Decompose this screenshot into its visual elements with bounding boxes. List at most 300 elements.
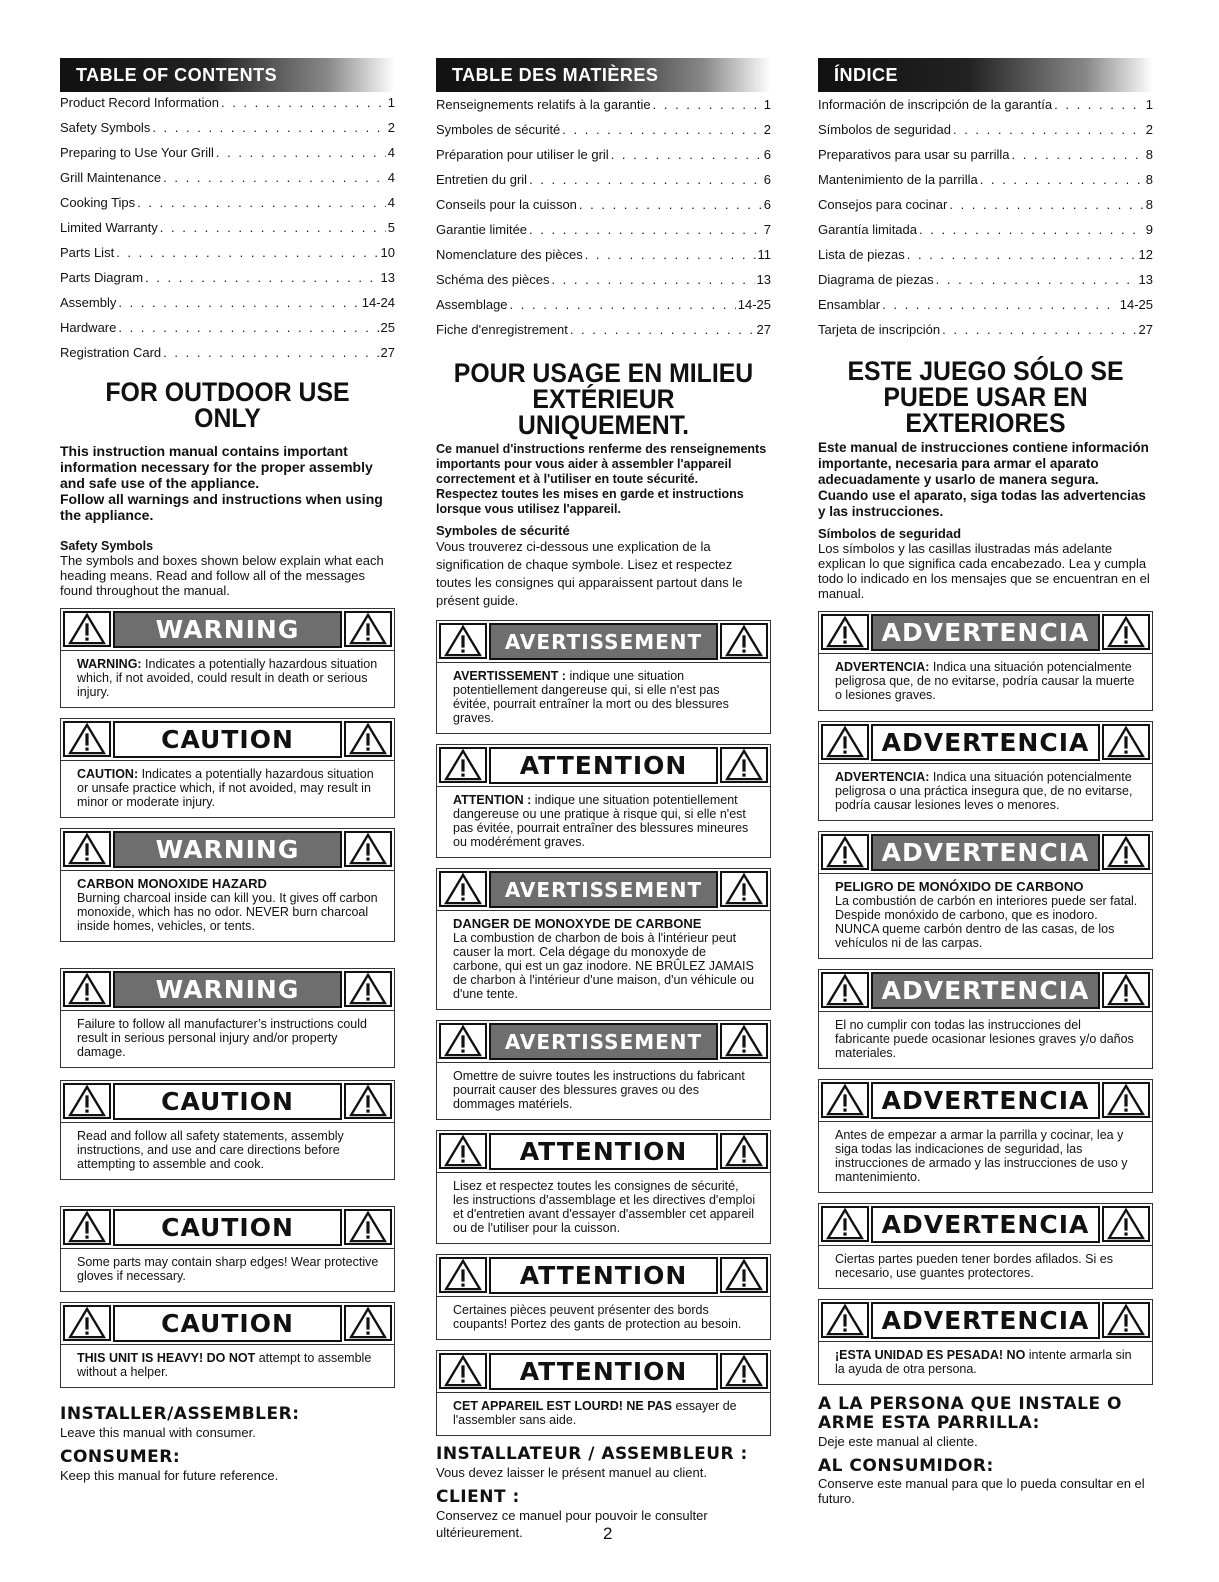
signal-word: ATTENTION <box>489 1257 718 1294</box>
toc-entry <box>818 117 1153 142</box>
toc-page: 14-24 <box>361 295 395 310</box>
safety-message-box <box>818 1079 1153 1193</box>
safety-message-body <box>819 1122 1152 1192</box>
column-english <box>60 58 395 1490</box>
toc-label: Ensamblar <box>818 297 881 312</box>
lead-text: CET APPAREIL EST LOURD! NE PAS <box>453 1399 673 1413</box>
safety-message-body <box>819 1246 1152 1288</box>
toc-page: 27 <box>380 345 395 360</box>
toc-leader-dots <box>152 115 385 140</box>
signal-banner <box>819 1080 1152 1122</box>
warning-triangle-icon <box>63 1305 111 1341</box>
lead-text: WARNING: <box>77 657 142 671</box>
message-text: La combustión de carbón en interiores puede ser fatal. Despide monóxido de carbono, que es inodoro. NUNCA queme carbón dentro de las casas, de los vehículos ni de las carpas. <box>835 894 1138 950</box>
warning-triangle-icon <box>1102 1302 1150 1338</box>
signal-word: WARNING <box>113 971 342 1008</box>
toc-page: 2 <box>387 120 395 135</box>
toc-entry <box>60 240 395 265</box>
signal-banner <box>819 1300 1152 1342</box>
message-text: intente armarla sin la ayuda de otra persona. <box>835 1348 1132 1376</box>
toc-label: Símbolos de seguridad <box>818 122 951 137</box>
safety-message-body <box>819 654 1152 710</box>
toc-entry <box>818 92 1153 117</box>
message-text: Some parts may contain sharp edges! Wear protective gloves if necessary. <box>77 1255 379 1283</box>
toc-page: 27 <box>756 322 771 337</box>
safety-message-body <box>61 761 394 817</box>
signal-word: ATTENTION <box>489 1133 718 1170</box>
signal-banner <box>437 869 770 911</box>
toc-page: 9 <box>1145 222 1153 237</box>
signal-word: AVERTISSEMENT <box>489 623 718 660</box>
toc-leader-dots <box>953 117 1144 142</box>
safety-message-box <box>60 608 395 708</box>
warning-triangle-icon <box>720 1133 768 1169</box>
warning-triangle-icon <box>439 1353 487 1389</box>
message-text: Ciertas partes pueden tener bordes afilados. Si es necesario, use guantes protectores. <box>835 1252 1113 1280</box>
message-text: Indicates a potentially hazardous situation which, if not avoided, could result in death or serious injury. <box>77 657 378 699</box>
toc-page: 4 <box>387 145 395 160</box>
toc-entry <box>818 217 1153 242</box>
safety-message-body <box>61 1345 394 1387</box>
toc-label: Cooking Tips <box>60 195 136 210</box>
signal-banner <box>437 1131 770 1173</box>
safety-message-box <box>818 831 1153 959</box>
toc-entry <box>818 267 1153 292</box>
warning-triangle-icon <box>63 611 111 647</box>
signal-banner <box>437 1351 770 1393</box>
consumer-heading: CONSUMER: <box>60 1447 181 1467</box>
hazard-subheading: PELIGRO DE MONÓXIDO DE CARBONO <box>835 879 1084 894</box>
warning-triangle-icon <box>344 611 392 647</box>
message-text: indique une situation potentiellement dangereuse ou une pratique à risque qui, si elle n'est pas évitée, pourrait entraîner des blessures mineures ou modérément graves. <box>453 793 749 849</box>
toc-page: 8 <box>1145 172 1153 187</box>
toc-list <box>60 90 395 365</box>
intro-text: Ce manuel d'instructions renferme des renseignements importants pour vous aider à assembler l'appareil correctement et à l'utiliser en toute sécurité. <box>436 442 767 486</box>
signal-banner <box>61 719 394 761</box>
lead-text: ADVERTENCIA: <box>835 770 930 784</box>
toc-entry <box>60 165 395 190</box>
toc-entry <box>436 117 771 142</box>
toc-leader-dots <box>216 140 386 165</box>
message-text: Indica una situación potencialmente peligrosa que, de no evitarse, podría causar la muerte o lesiones graves. <box>835 660 1135 702</box>
toc-entry <box>818 242 1153 267</box>
toc-page: 8 <box>1145 147 1153 162</box>
toc-leader-dots <box>942 317 1136 342</box>
warning-triangle-icon <box>344 831 392 867</box>
lead-text: ADVERTENCIA: <box>835 660 930 674</box>
safety-message-body <box>437 663 770 733</box>
toc-page: 10 <box>380 245 395 260</box>
toc-entry <box>436 267 771 292</box>
toc-entry <box>60 140 395 165</box>
toc-entry <box>436 292 771 317</box>
warning-triangle-icon <box>1102 834 1150 870</box>
toc-entry <box>818 317 1153 342</box>
toc-leader-dots <box>882 292 1118 317</box>
signal-banner <box>437 621 770 663</box>
safety-message-box <box>436 1130 771 1244</box>
toc-page: 2 <box>1145 122 1153 137</box>
signal-word: ADVERTENCIA <box>871 1206 1100 1243</box>
signal-banner <box>819 970 1152 1012</box>
safety-message-box <box>818 611 1153 711</box>
toc-page: 1 <box>763 97 771 112</box>
toc-label: Symboles de sécurité <box>436 122 561 137</box>
toc-leader-dots <box>116 240 378 265</box>
safety-message-body <box>437 911 770 1009</box>
toc-label: Diagrama de piezas <box>818 272 934 287</box>
message-text: Lisez et respectez toutes les consignes de sécurité, les instructions d'assemblage et les directives d'emploi et d'entretien avant d'essayer d'assembler cet appareil ou de l'utiliser pour la cuisson. <box>453 1179 756 1235</box>
signal-word: ADVERTENCIA <box>871 1082 1100 1119</box>
signal-word: ADVERTENCIA <box>871 614 1100 651</box>
safety-message-box <box>818 1299 1153 1385</box>
safety-message-box <box>436 1350 771 1436</box>
warning-triangle-icon <box>1102 724 1150 760</box>
toc-label: Entretien du gril <box>436 172 528 187</box>
toc-entry <box>818 142 1153 167</box>
safety-boxes <box>818 611 1153 1385</box>
consumer-heading: AL CONSUMIDOR: <box>818 1456 994 1476</box>
safety-message-body <box>437 1297 770 1339</box>
toc-page: 4 <box>387 170 395 185</box>
toc-page: 6 <box>763 147 771 162</box>
signal-banner <box>819 722 1152 764</box>
toc-label: Schéma des pièces <box>436 272 550 287</box>
toc-header: ÍNDICE <box>818 58 1153 92</box>
warning-triangle-icon <box>720 747 768 783</box>
safety-symbols-heading: Safety Symbols <box>60 539 154 553</box>
toc-label: Garantie limitée <box>436 222 528 237</box>
signal-word: ADVERTENCIA <box>871 834 1100 871</box>
warning-triangle-icon <box>821 614 869 650</box>
warning-triangle-icon <box>63 1083 111 1119</box>
lead-text: AVERTISSEMENT : <box>453 669 566 683</box>
toc-label: Préparation pour utiliser le gril <box>436 147 609 162</box>
warning-triangle-icon <box>1102 1206 1150 1242</box>
warning-triangle-icon <box>439 747 487 783</box>
safety-message-box <box>436 620 771 734</box>
toc-list <box>436 92 771 342</box>
message-text: Indicates a potentially hazardous situation or unsafe practice which, if not avoided, may result in minor or moderate injury. <box>77 767 374 809</box>
toc-page: 6 <box>763 197 771 212</box>
warning-triangle-icon <box>344 1305 392 1341</box>
toc-page: 1 <box>1145 97 1153 112</box>
toc-label: Safety Symbols <box>60 120 151 135</box>
safety-message-body <box>437 787 770 857</box>
toc-leader-dots <box>163 340 378 365</box>
toc-page: 13 <box>1138 272 1153 287</box>
toc-leader-dots <box>529 217 762 242</box>
toc-leader-dots <box>585 242 756 267</box>
signal-word: ADVERTENCIA <box>871 724 1100 761</box>
safety-boxes <box>60 608 395 1388</box>
message-text: essayer de l'assembler sans aide. <box>453 1399 737 1427</box>
toc-label: Información de inscripción de la garantía <box>818 97 1053 112</box>
signal-word: ATTENTION <box>489 1353 718 1390</box>
outdoor-title: FOR OUTDOOR USE ONLY <box>105 377 350 433</box>
toc-label: Fiche d'enregistrement <box>436 322 568 337</box>
toc-entry <box>60 290 395 315</box>
toc-entry <box>818 192 1153 217</box>
intro-text: Este manual de instrucciones contiene información importante, necesaria para armar el aparato adecuadamente y usarlo de manera segura. <box>818 440 1149 487</box>
toc-leader-dots <box>118 290 359 315</box>
toc-page: 13 <box>756 272 771 287</box>
warning-triangle-icon <box>720 871 768 907</box>
signal-word: CAUTION <box>113 1083 342 1120</box>
signal-banner <box>61 1303 394 1345</box>
toc-leader-dots <box>510 292 736 317</box>
warning-triangle-icon <box>821 1206 869 1242</box>
toc-page: 11 <box>757 247 771 262</box>
safety-message-box <box>60 1206 395 1292</box>
toc-entry <box>436 92 771 117</box>
signal-word: CAUTION <box>113 721 342 758</box>
toc-leader-dots <box>570 317 755 342</box>
safety-message-body <box>61 871 394 941</box>
toc-label: Preparativos para usar su parrilla <box>818 147 1010 162</box>
signal-word: AVERTISSEMENT <box>489 871 718 908</box>
toc-leader-dots <box>562 117 761 142</box>
toc-label: Registration Card <box>60 345 162 360</box>
toc-entry <box>436 317 771 342</box>
warning-triangle-icon <box>344 1083 392 1119</box>
installer-heading: INSTALLATEUR / ASSEMBLEUR : <box>436 1444 748 1464</box>
safety-symbols-heading: Symboles de sécurité <box>436 523 570 538</box>
hazard-subheading: CARBON MONOXIDE HAZARD <box>77 876 267 891</box>
intro-text-2: Follow all warnings and instructions when using the appliance. <box>60 491 383 523</box>
safety-message-body <box>61 1123 394 1179</box>
intro-text-2: Respectez toutes les mises en garde et instructions lorsque vous utilisez l'appareil. <box>436 487 744 516</box>
toc-label: Renseignements relatifs à la garantie <box>436 97 651 112</box>
signal-word: AVERTISSEMENT <box>489 1023 718 1060</box>
lead-text: THIS UNIT IS HEAVY! DO NOT <box>77 1351 256 1365</box>
safety-message-box <box>818 969 1153 1069</box>
toc-page: 1 <box>387 95 395 110</box>
toc-label: Garantía limitada <box>818 222 917 237</box>
safety-symbols-text: The symbols and boxes shown below explain what each heading means. Read and follow all of the messages found throughout the manual. <box>60 553 384 598</box>
installer-text: Deje este manual al cliente. <box>818 1434 978 1449</box>
page-number: 2 <box>603 1524 613 1543</box>
consumer-heading: CLIENT : <box>436 1487 520 1507</box>
signal-word: WARNING <box>113 831 342 868</box>
toc-label: Product Record Information <box>60 95 219 110</box>
toc-entry <box>436 217 771 242</box>
message-text: El no cumplir con todas las instrucciones del fabricante puede ocasionar lesiones graves y/o daños materiales. <box>835 1018 1134 1060</box>
outdoor-title: ESTE JUEGO SÓLO SE PUEDE USAR EN EXTERIORES <box>847 356 1124 438</box>
warning-triangle-icon <box>720 623 768 659</box>
warning-triangle-icon <box>1102 1082 1150 1118</box>
safety-message-box <box>818 721 1153 821</box>
signal-banner <box>437 745 770 787</box>
message-text: Omettre de suivre toutes les instructions du fabricant pourrait causer des blessures graves ou des dommages matériels. <box>453 1069 745 1111</box>
signal-word: CAUTION <box>113 1305 342 1342</box>
safety-message-box <box>60 828 395 942</box>
warning-triangle-icon <box>344 1209 392 1245</box>
toc-leader-dots <box>551 267 754 292</box>
toc-leader-dots <box>118 315 378 340</box>
signal-banner <box>819 1204 1152 1246</box>
toc-label: Assemblage <box>436 297 508 312</box>
toc-leader-dots <box>529 167 762 192</box>
toc-header: TABLE OF CONTENTS <box>60 58 395 92</box>
toc-leader-dots <box>980 167 1144 192</box>
toc-page: 7 <box>763 222 771 237</box>
signal-word: WARNING <box>113 611 342 648</box>
signal-word: CAUTION <box>113 1209 342 1246</box>
signal-banner <box>437 1021 770 1063</box>
safety-message-body <box>819 874 1152 958</box>
toc-page: 5 <box>387 220 395 235</box>
lead-text: CAUTION: <box>77 767 139 781</box>
signal-word: ADVERTENCIA <box>871 972 1100 1009</box>
toc-leader-dots <box>579 192 762 217</box>
toc-leader-dots <box>611 142 762 167</box>
toc-entry <box>60 115 395 140</box>
toc-entry <box>60 265 395 290</box>
warning-triangle-icon <box>439 623 487 659</box>
safety-message-body <box>61 1011 394 1067</box>
intro-text: This instruction manual contains important information necessary for the proper assembly and safe use of the appliance. <box>60 443 373 491</box>
toc-leader-dots <box>1011 142 1143 167</box>
toc-entry <box>60 340 395 365</box>
toc-page: 13 <box>380 270 395 285</box>
message-text: Indica una situación potencialmente peligrosa o una práctica insegura que, de no evitarse, podría causar lesiones leves o menores. <box>835 770 1133 812</box>
toc-entry <box>818 167 1153 192</box>
safety-symbols-heading: Símbolos de seguridad <box>818 526 962 541</box>
toc-label: Mantenimiento de la parrilla <box>818 172 978 187</box>
toc-label: Nomenclature des pièces <box>436 247 583 262</box>
toc-entry <box>60 90 395 115</box>
warning-triangle-icon <box>720 1023 768 1059</box>
safety-message-body <box>437 1173 770 1243</box>
toc-leader-dots <box>137 190 386 215</box>
lead-text: ATTENTION : <box>453 793 532 807</box>
toc-leader-dots <box>160 215 386 240</box>
consumer-text: Conservez ce manuel pour pouvoir le consulter ultérieurement. <box>436 1508 708 1540</box>
safety-message-box <box>60 968 395 1068</box>
installer-text: Vous devez laisser le présent manuel au client. <box>436 1465 707 1480</box>
installer-heading: INSTALLER/ASSEMBLER: <box>60 1404 300 1424</box>
warning-triangle-icon <box>821 1082 869 1118</box>
toc-label: Hardware <box>60 320 117 335</box>
signal-banner <box>61 829 394 871</box>
message-text: Burning charcoal inside can kill you. It gives off carbon monoxide, which has no odor. NEVER burn charcoal inside homes, vehicles, or tents. <box>77 891 378 933</box>
safety-message-box <box>60 718 395 818</box>
toc-label: Lista de piezas <box>818 247 905 262</box>
message-text: Failure to follow all manufacturer’s instructions could result in serious personal injury and/or property damage. <box>77 1017 367 1059</box>
warning-triangle-icon <box>1102 614 1150 650</box>
toc-page: 27 <box>1138 322 1153 337</box>
toc-label: Limited Warranty <box>60 220 158 235</box>
message-text: indique une situation potentiellement dangereuse qui, si elle n'est pas évitée, pourrait entraîner la mort ou des blessures graves. <box>453 669 729 725</box>
warning-triangle-icon <box>439 1257 487 1293</box>
lead-text: ¡ESTA UNIDAD ES PESADA! NO <box>835 1348 1026 1362</box>
message-text: attempt to assemble without a helper. <box>77 1351 372 1379</box>
safety-message-body <box>437 1393 770 1435</box>
signal-banner <box>61 609 394 651</box>
signal-word: ATTENTION <box>489 747 718 784</box>
installer-text: Leave this manual with consumer. <box>60 1425 256 1440</box>
safety-message-body <box>819 1342 1152 1384</box>
safety-boxes <box>436 620 771 1436</box>
toc-leader-dots <box>221 90 386 115</box>
safety-message-body <box>819 1012 1152 1068</box>
warning-triangle-icon <box>344 971 392 1007</box>
signal-banner <box>61 1207 394 1249</box>
toc-leader-dots <box>1054 92 1144 117</box>
intro-text-2: Cuando use el aparato, siga todas las advertencias y las instrucciones. <box>818 488 1146 519</box>
message-text: Antes de empezar a armar la parrilla y cocinar, lea y siga todas las indicaciones de seguridad, las instrucciones de armado y las instrucciones de uso y mantenimiento. <box>835 1128 1128 1184</box>
safety-message-box <box>818 1203 1153 1289</box>
hazard-subheading: DANGER DE MONOXYDE DE CARBONE <box>453 916 702 931</box>
warning-triangle-icon <box>821 834 869 870</box>
warning-triangle-icon <box>63 831 111 867</box>
consumer-text: Conserve este manual para que lo pueda consultar en el futuro. <box>818 1476 1145 1506</box>
toc-entry <box>60 315 395 340</box>
safety-message-box <box>436 868 771 1010</box>
toc-leader-dots <box>919 217 1144 242</box>
toc-entry <box>436 167 771 192</box>
toc-label: Preparing to Use Your Grill <box>60 145 214 160</box>
toc-label: Grill Maintenance <box>60 170 162 185</box>
warning-triangle-icon <box>1102 972 1150 1008</box>
toc-entry <box>60 190 395 215</box>
toc-page: 12 <box>1138 247 1153 262</box>
warning-triangle-icon <box>344 721 392 757</box>
toc-entry <box>818 292 1153 317</box>
warning-triangle-icon <box>63 971 111 1007</box>
safety-message-box <box>436 1020 771 1120</box>
safety-symbols-text: Los símbolos y las casillas ilustradas más adelante explican lo que significa cada encabezado. Lea y cumpla todo lo indicado en los mensajes que se encuentran en el manual. <box>818 541 1150 601</box>
toc-label: Parts List <box>60 245 115 260</box>
warning-triangle-icon <box>821 724 869 760</box>
installer-heading: A LA PERSONA QUE INSTALE O ARME ESTA PARRILLA: <box>818 1394 1122 1433</box>
toc-list <box>818 92 1153 342</box>
safety-message-body <box>61 1249 394 1291</box>
consumer-text: Keep this manual for future reference. <box>60 1468 279 1483</box>
toc-entry <box>60 215 395 240</box>
safety-message-box <box>436 1254 771 1340</box>
warning-triangle-icon <box>439 871 487 907</box>
warning-triangle-icon <box>821 972 869 1008</box>
message-text: Certaines pièces peuvent présenter des bords coupants! Portez des gants de protection au besoin. <box>453 1303 742 1331</box>
warning-triangle-icon <box>63 1209 111 1245</box>
warning-triangle-icon <box>821 1302 869 1338</box>
toc-page: 6 <box>763 172 771 187</box>
signal-banner <box>61 969 394 1011</box>
safety-message-body <box>437 1063 770 1119</box>
toc-label: Tarjeta de inscripción <box>818 322 941 337</box>
safety-message-box <box>436 744 771 858</box>
toc-leader-dots <box>145 265 378 290</box>
outdoor-title: POUR USAGE EN MILIEU EXTÉRIEUR UNIQUEMENT. <box>453 358 754 440</box>
toc-entry <box>436 142 771 167</box>
toc-leader-dots <box>163 165 386 190</box>
toc-page: 2 <box>763 122 771 137</box>
toc-label: Conseils pour la cuisson <box>436 197 577 212</box>
warning-triangle-icon <box>63 721 111 757</box>
column-french <box>436 58 771 1547</box>
safety-message-box <box>60 1302 395 1388</box>
signal-banner <box>61 1081 394 1123</box>
signal-banner <box>819 612 1152 654</box>
toc-leader-dots <box>907 242 1137 267</box>
toc-label: Assembly <box>60 295 117 310</box>
toc-page: 4 <box>387 195 395 210</box>
toc-page: 8 <box>1145 197 1153 212</box>
toc-label: Parts Diagram <box>60 270 144 285</box>
column-spanish <box>818 58 1153 1512</box>
